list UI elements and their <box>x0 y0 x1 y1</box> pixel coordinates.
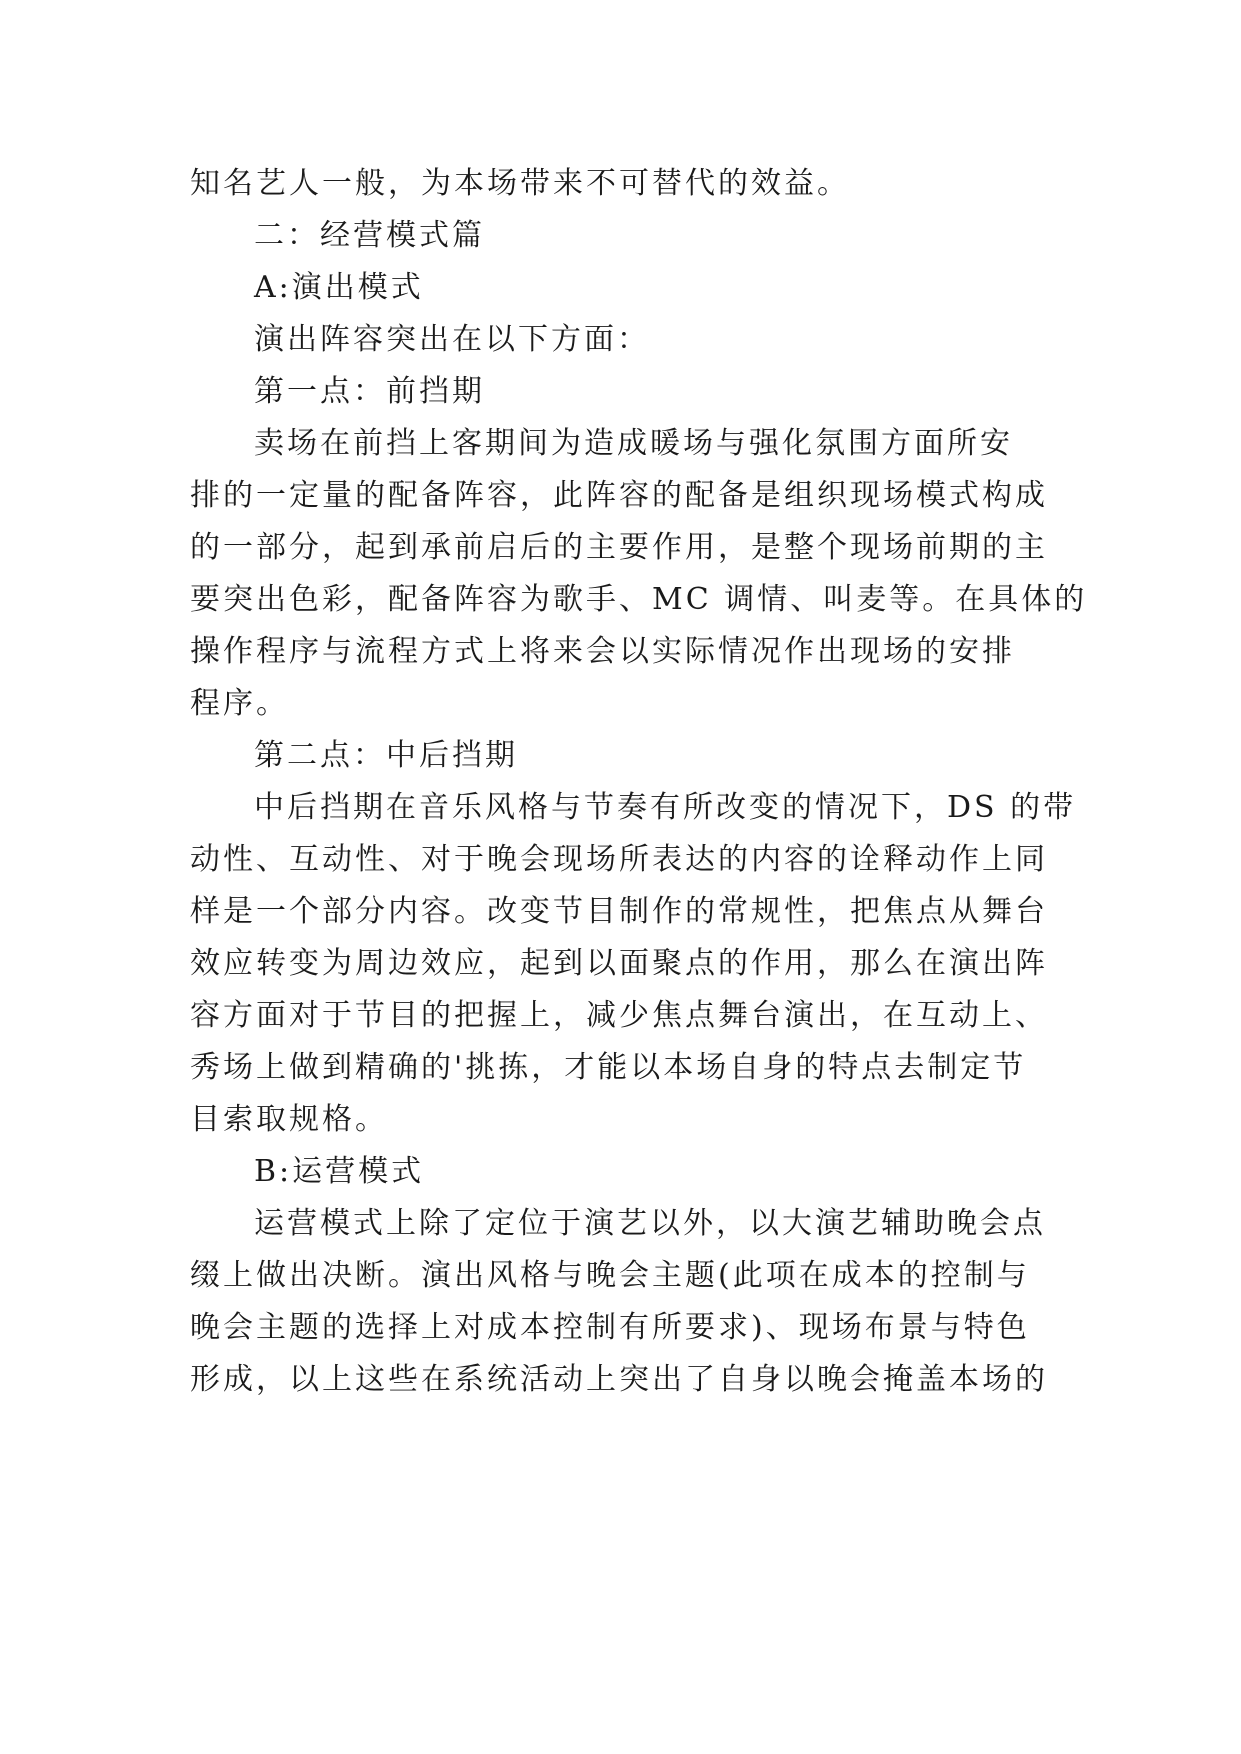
text-line: 目索取规格。 <box>190 1102 388 1137</box>
text-line: 运营模式上除了定位于演艺以外，以大演艺辅助晚会点 <box>254 1206 1046 1241</box>
text-line: 容方面对于节目的把握上，减少焦点舞台演出，在互动上、 <box>190 998 1048 1033</box>
subsection-heading: B:运营模式 <box>254 1154 425 1189</box>
text-line: 排的一定量的配备阵容，此阵容的配备是组织现场模式构成 <box>190 478 1048 513</box>
point-heading: 第二点：中后挡期 <box>254 738 518 773</box>
point-heading: 第一点：前挡期 <box>254 374 485 409</box>
section-heading: 二：经营模式篇 <box>254 218 485 253</box>
text-line: 中后挡期在音乐风格与节奏有所改变的情况下，DS 的带 <box>254 790 1077 825</box>
text-line: 晚会主题的选择上对成本控制有所要求)、现场布景与特色 <box>190 1310 1030 1345</box>
text-line: 样是一个部分内容。改变节目制作的常规性，把焦点从舞台 <box>190 894 1048 929</box>
text-line: 形成，以上这些在系统活动上突出了自身以晚会掩盖本场的 <box>190 1362 1048 1397</box>
text-line: 的一部分，起到承前启后的主要作用，是整个现场前期的主 <box>190 530 1048 565</box>
subsection-heading: A:演出模式 <box>254 270 424 305</box>
text-line: 卖场在前挡上客期间为造成暖场与强化氛围方面所安 <box>254 426 1013 461</box>
text-line: 演出阵容突出在以下方面： <box>254 322 650 357</box>
text-line: 动性、互动性、对于晚会现场所表达的内容的诠释动作上同 <box>190 842 1048 877</box>
text-line: 程序。 <box>190 686 289 721</box>
text-line: 缀上做出决断。演出风格与晚会主题(此项在成本的控制与 <box>190 1258 1030 1293</box>
text-line: 效应转变为周边效应，起到以面聚点的作用，那么在演出阵 <box>190 946 1048 981</box>
text-line: 知名艺人一般，为本场带来不可替代的效益。 <box>190 166 850 201</box>
text-line: 要突出色彩，配备阵容为歌手、MC 调情、叫麦等。在具体的 <box>190 582 1088 617</box>
text-line: 操作程序与流程方式上将来会以实际情况作出现场的安排 <box>190 634 1015 669</box>
text-line: 秀场上做到精确的'挑拣，才能以本场自身的特点去制定节 <box>190 1050 1027 1085</box>
